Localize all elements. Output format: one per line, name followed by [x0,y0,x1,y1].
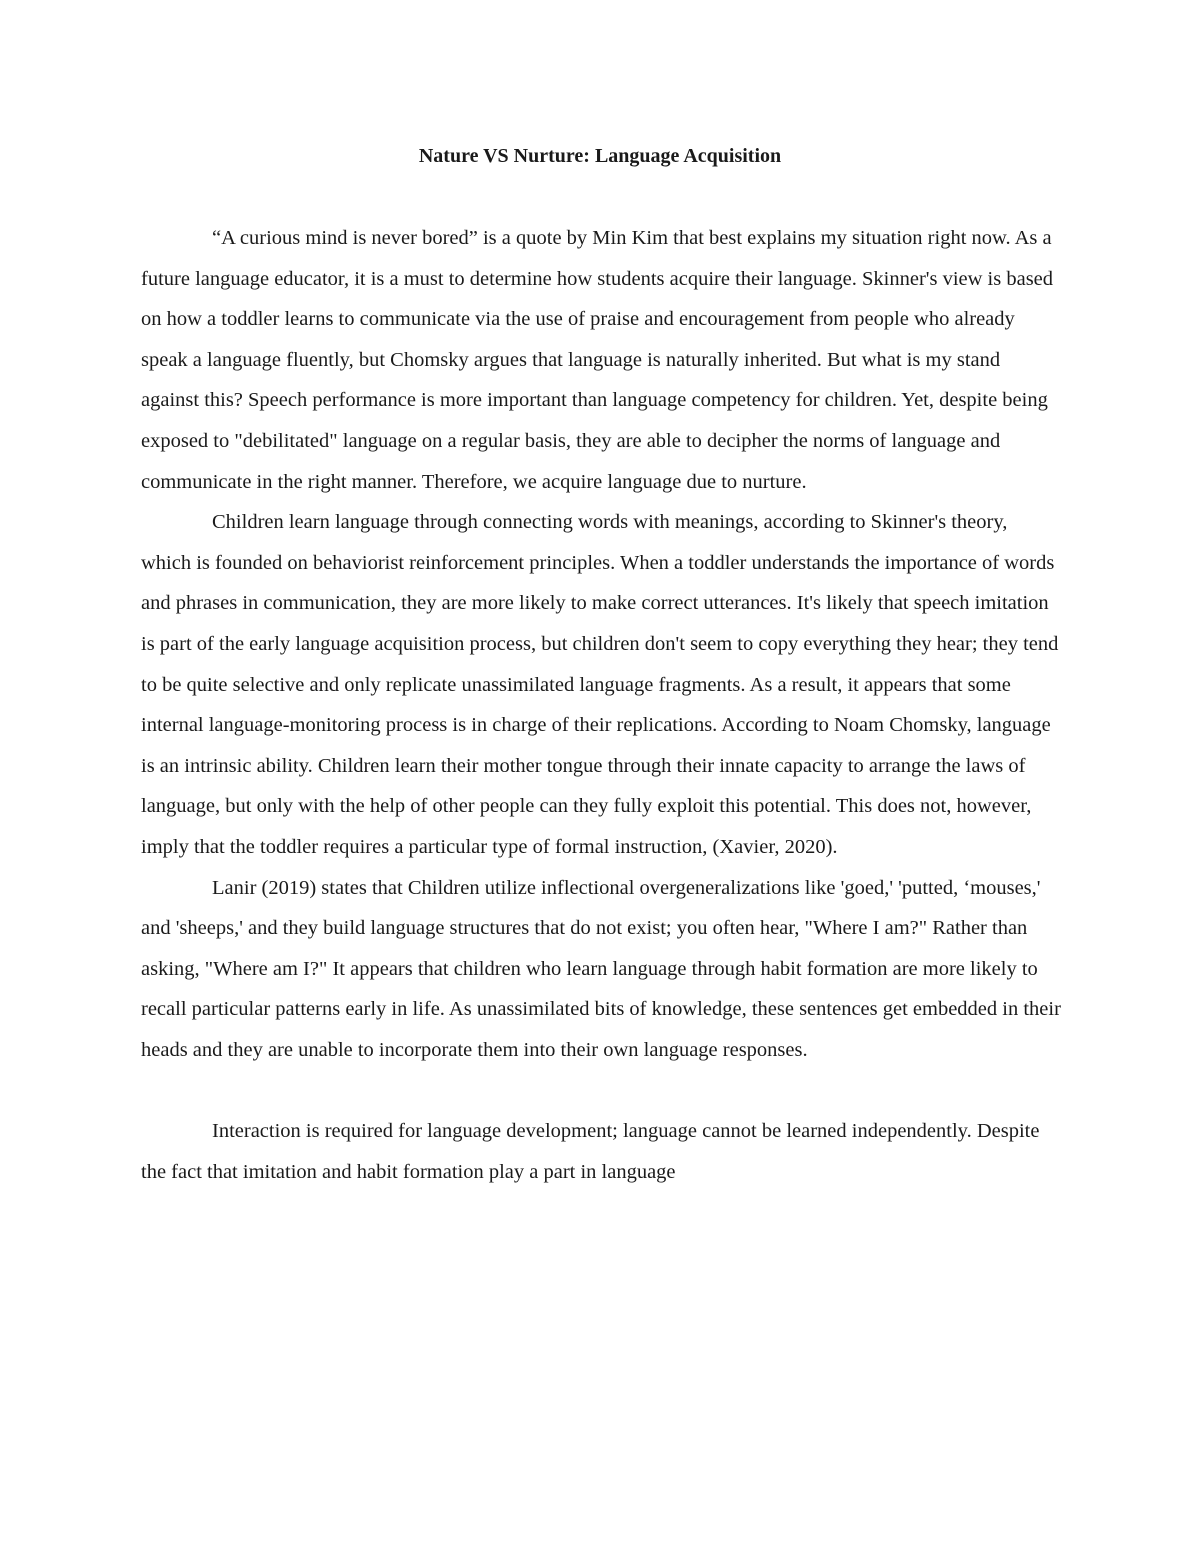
paragraph-interaction: Interaction is required for language development; language cannot be learned independently. Despite the fact that imitation and habit formation play a part in language [141,1120,1040,1183]
document-title: Nature VS Nurture: Language Acquisition [418,145,782,167]
paragraph-intro: “A curious mind is never bored” is a quote by Min Kim that best explains my situation right now. As a future language educator, it is a must to determine how students acquire their language. Skinner's view is based on how a toddler learns to communicate via the use of praise and encouragement from people who already speak a language fluently, but Chomsky argues that language is naturally inherited. But what is my stand against this? Speech performance is more important than language competency for children. Yet, despite being exposed to "debilitated" language on a regular basis, they are able to decipher the norms of language and communicate in the right manner. Therefore, we acquire language due to nurture. [141,227,1054,493]
paragraph-lanir: Lanir (2019) states that Children utilize inflectional overgeneralizations like 'goed,' 'putted, ‘mouses,' and 'sheeps,' and they build language structures that do not exist; you often hear, "Where I am?" Rather than asking, "Where am I?" It appears that children who learn language through habit formation are more likely to recall particular patterns early in life. As unassimilated bits of knowledge, these sentences get embedded in their heads and they are unable to incorporate them into their own language responses. [141,876,1061,1061]
document-body [141,218,1061,1192]
paragraph-skinner-chomsky: Children learn language through connecting words with meanings, according to Skinner's theory, which is founded on behaviorist reinforcement principles. When a toddler understands the importance of words and phrases in communication, they are more likely to make correct utterances. It's likely that speech imitation is part of the early language acquisition process, but children don't seem to copy everything they hear; they tend to be quite selective and only replicate unassimilated language fragments. As a result, it appears that some internal language-monitoring process is in charge of their replications. According to Noam Chomsky, language is an intrinsic ability. Children learn their mother tongue through their innate capacity to arrange the laws of language, but only with the help of other people can they fully exploit this potential. This does not, however, imply that the toddler requires a particular type of formal instruction, (Xavier, 2020). [141,511,1059,858]
